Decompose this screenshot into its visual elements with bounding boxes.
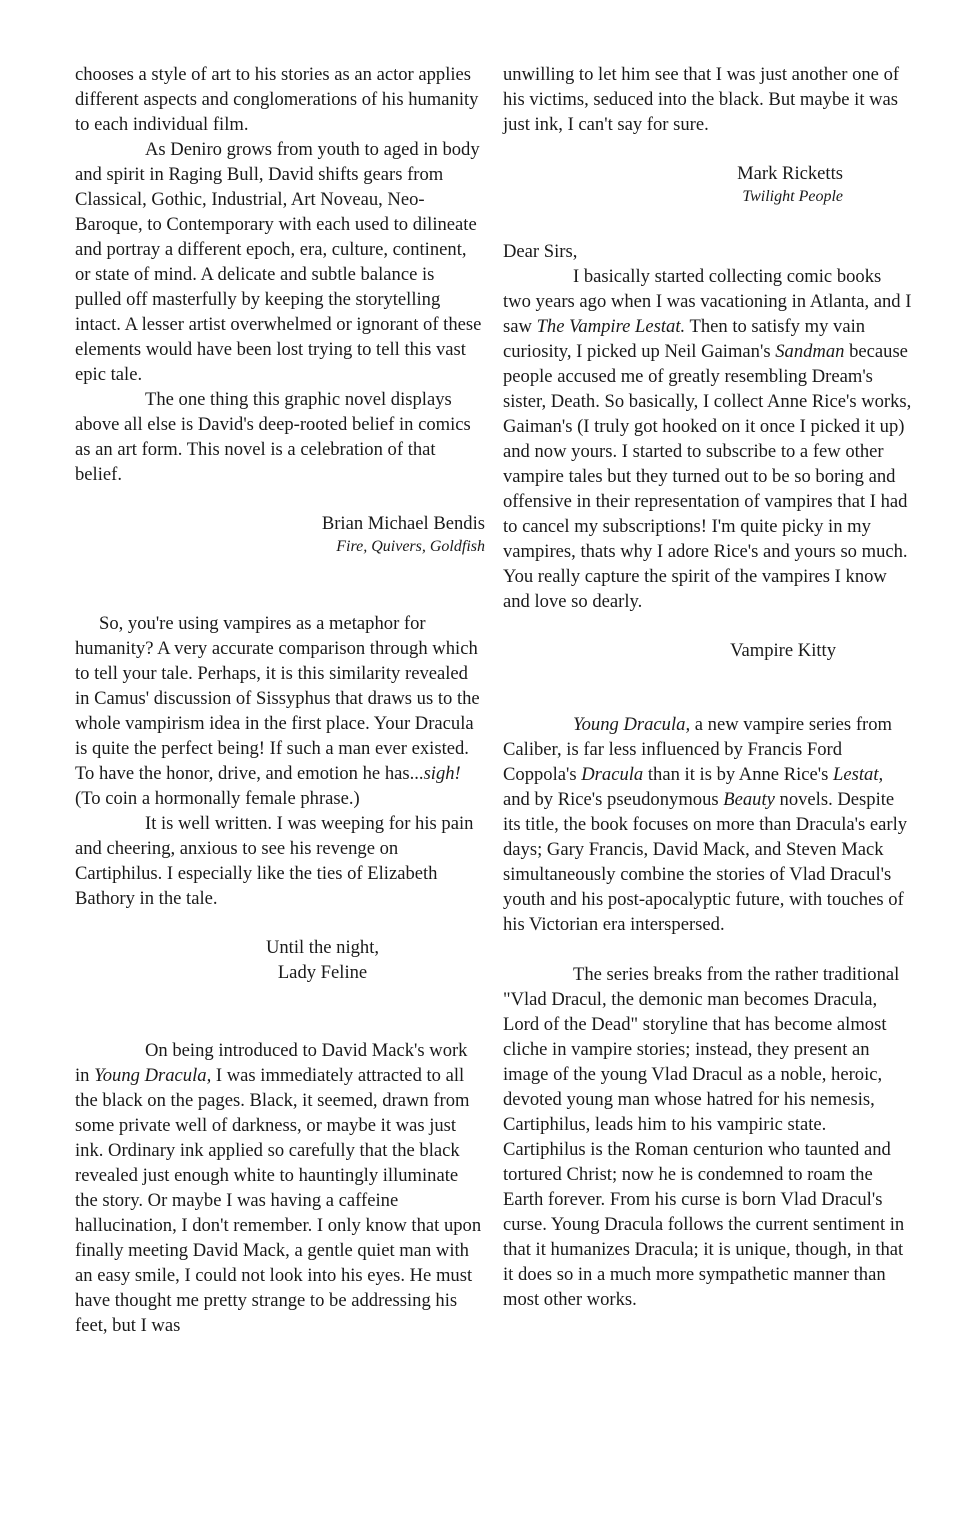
ricketts-p1-text-a: On being introduced to David Mack's work in xyxy=(75,1040,468,1086)
kitty-p1-text-b: Then to satisfy my vain curiosity, I picked up Neil Gaiman's xyxy=(503,316,866,362)
ricketts-signature-name: Mark Ricketts xyxy=(737,163,843,184)
review-p1-emphasis-2: Dracula xyxy=(581,764,644,785)
kitty-signature: Vampire Kitty xyxy=(730,640,836,661)
kitty-p1-text-c: because people accused me of greatly resembling Dream's sister, Death. So basically, I collect Anne Rice's works, Gaiman's (I truly got hooked on it once I picked it up) and now yours. I started to subscribe to a few other vampire tales but they turned out to be so boring and offensive in their representation of vampires that I had to cancel my subscriptions! I'm quite picky in my vampires, thats why I adore Rice's and yours so much. You really capture the spirit of the vampires I know and love so dearly. xyxy=(503,341,912,612)
review-p1-emphasis-4: Beauty xyxy=(723,789,775,810)
ricketts-p1-text-b: I was immediately attracted to all the black on the pages. Black, it seemed, drawn from some private well of darkness, or maybe it was just ink. Ordinary ink applied so carefully that the black revealed just enough white to hauntingly illuminate the story. Or maybe I was having a caffeine hallucination, I don't remember. I only know that upon finally meeting David Mack, a gentle quiet man with an easy smile, I could not look into his eyes. He must have thought me pretty strange to be addressing his feet, but I was xyxy=(75,1065,482,1336)
kitty-p1-text-a: I basically started collecting comic books two years ago when I was vacationing in Atlanta, and I saw xyxy=(503,266,912,337)
review-p1-text-d: novels. Despite its title, the book focuses on more than Dracula's early days; Gary Francis, David Mack, and Steven Mack simultaneously combine the stories of Vlad Dracul's youth and his post-apocalyptic future, with touches of his Victorian era interspersed. xyxy=(503,789,908,935)
kitty-paragraph-1 xyxy=(503,264,913,614)
ricketts-paragraph-1 xyxy=(75,1038,485,1338)
bendis-signature-title: Fire, Quivers, Goldfish xyxy=(336,538,485,555)
left-column xyxy=(75,62,485,1338)
review-p1-emphasis-1: Young Dracula, xyxy=(573,714,691,735)
kitty-p1-emphasis-1: The Vampire Lestat. xyxy=(536,316,686,337)
bendis-paragraph-2: As Deniro grows from youth to aged in body and spirit in Raging Bull, David shifts gears from Classical, Gothic, Industrial, Art Noveau, Neo-Baroque, to Contemporary with each used to dilineate and portray a different epoch, era, culture, continent, or state of mind. A delicate and subtle balance is pulled off masterfully by keeping the storytelling intact. A lesser artist overwhelmed or ignorant of these elements would have been lost trying to tell this vast epic tale. xyxy=(75,139,482,385)
review-paragraph-2: The series breaks from the rather traditional "Vlad Dracul, the demonic man becomes Dracula, Lord of the Dead" storyline that has become almost cliche in vampire stories; instead, they present an image of the young Vlad Dracul as a noble, heroic, devoted young man whose hatred for his nemesis, Cartiphilus, leads him to his vampiric state. Cartiphilus is the Roman centurion who taunted and tortured Christ; now he is condemned to roam the Earth forever. From his curse is born Vlad Dracul's curse. Young Dracula follows the current sentiment in that it humanizes Dracula; it is unique, though, in that it does so in a much more sympathetic manner than most other works. xyxy=(503,964,905,1310)
feline-p1-text-b: (To coin a hormonally female phrase.) xyxy=(75,788,360,809)
feline-paragraph-1 xyxy=(75,611,485,811)
kitty-p1-emphasis-2: Sandman xyxy=(775,341,845,362)
feline-p1-text-a: So, you're using vampires as a metaphor for humanity? A very accurate comparison through which to tell your tale. Perhaps, it is this similarity revealed in Camus' discussion of Sissyphus that draws us to the whole vampirism idea in the first place. Your Dracula is quite the perfect being! If such a man ever existed. To have the honor, drive, and emotion he has... xyxy=(75,613,480,784)
ricketts-signature xyxy=(503,161,913,208)
review-p1-emphasis-3: Lestat, xyxy=(833,764,884,785)
feline-signature: Until the night, Lady Feline xyxy=(265,937,380,983)
ricketts-signature-title: Twilight People xyxy=(742,188,843,205)
review-p1-text-b: than it is by Anne Rice's xyxy=(643,764,834,785)
bendis-paragraph-3: The one thing this graphic novel displays above all else is David's deep-rooted belief in comics as an art form. This novel is a celebration of that belief. xyxy=(75,389,471,485)
bendis-signature-name: Brian Michael Bendis xyxy=(321,513,485,534)
bendis-paragraph-1: chooses a style of art to his stories as an actor applies different aspects and conglomerations of his humanity to each individual film. xyxy=(75,64,479,135)
kitty-salutation: Dear Sirs, xyxy=(503,241,578,262)
right-column xyxy=(503,62,913,1312)
feline-p1-emphasis: sigh! xyxy=(423,763,461,784)
feline-paragraph-2: It is well written. I was weeping for his pain and cheering, anxious to see his revenge on Cartiphilus. I especially like the ties of Elizabeth Bathory in the tale. xyxy=(75,813,474,909)
review-paragraph-1 xyxy=(503,712,913,937)
review-p1-text-c: and by Rice's pseudonymous xyxy=(503,789,724,810)
review-p1-text-a: a new vampire series from Caliber, is far less influenced by Francis Ford Coppola's xyxy=(503,714,892,785)
ricketts-p1-emphasis: Young Dracula, xyxy=(94,1065,212,1086)
ricketts-continued-paragraph: unwilling to let him see that I was just another one of his victims, seduced into the black. But maybe it was just ink, I can't say for sure. xyxy=(503,64,900,135)
bendis-signature xyxy=(75,511,485,558)
